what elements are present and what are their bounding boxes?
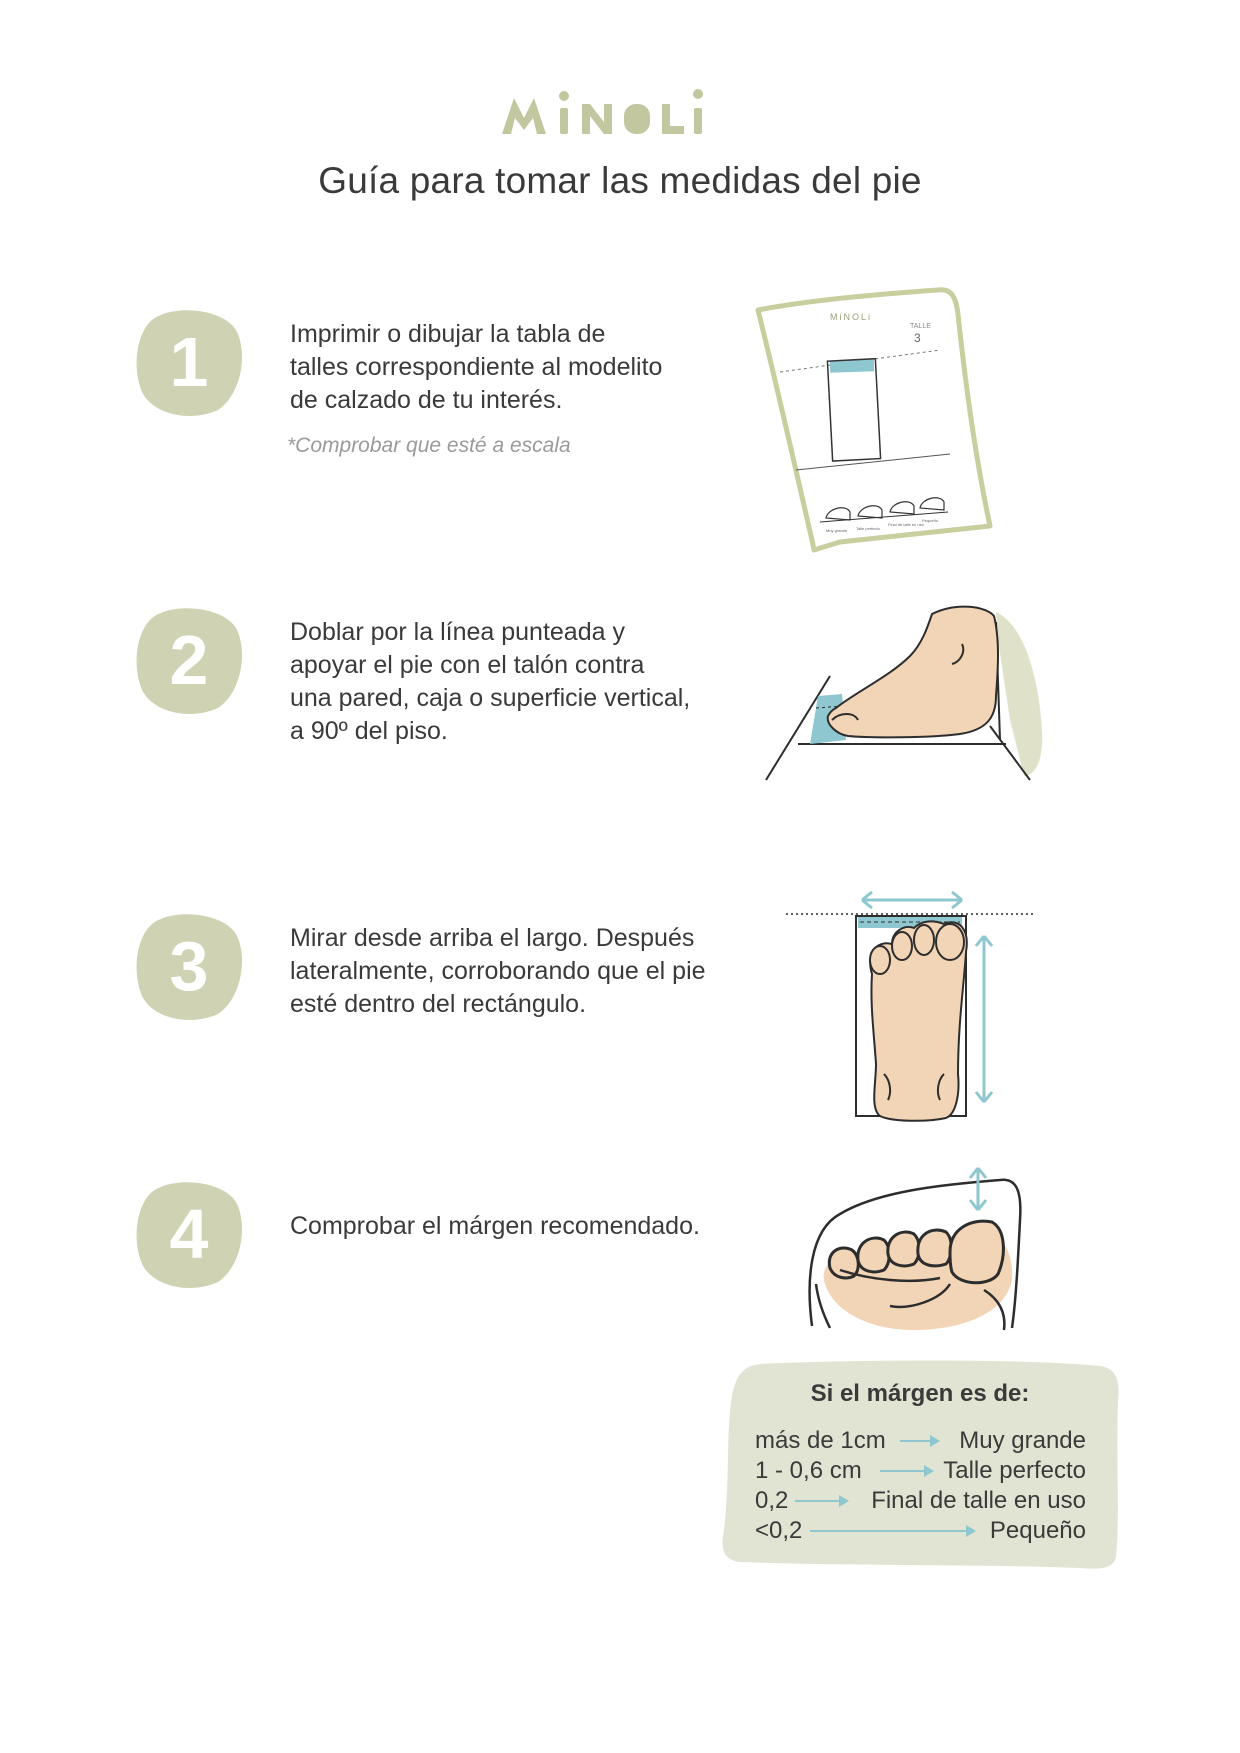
arrow-right-icon — [900, 1433, 942, 1449]
step-2-text: Doblar por la línea punteada y apoyar el pie con el talón contra una pared, caja o superficie vertical, a 90º del piso. — [290, 618, 691, 745]
toe-margin-illustration — [800, 1160, 1040, 1340]
sheet-size-label: TALLE — [910, 323, 931, 330]
minoli-logo — [500, 84, 706, 140]
side-foot-wall-illustration — [760, 600, 1060, 800]
sheet-icon-label-2: Talle perfecto — [856, 526, 880, 531]
margin-row — [750, 1517, 1086, 1547]
margin-row-range: más de 1cm — [755, 1427, 886, 1454]
step-3-number: 3 — [169, 927, 209, 1005]
step-1-number: 1 — [169, 323, 209, 401]
step-2-badge — [134, 604, 244, 716]
margin-row — [750, 1427, 1086, 1457]
step-1-note: *Comprobar que esté a escala — [287, 434, 571, 457]
arrow-right-icon — [880, 1463, 936, 1479]
margin-row-range: <0,2 — [755, 1517, 803, 1544]
step-3-text: Mirar desde arriba el largo. Después lateralmente, corroborando que el pie esté dentro del rectángulo. — [290, 924, 706, 1018]
margin-row-result: Pequeño — [989, 1517, 1086, 1544]
step-1-text: Imprimir o dibujar la tabla de talles correspondiente al modelito de calzado de tu interés. — [290, 320, 663, 414]
margin-row-result: Talle perfecto — [943, 1457, 1086, 1484]
sheet-icon-label-1: Muy grande — [826, 528, 848, 533]
margin-row — [750, 1487, 1086, 1517]
margin-row — [750, 1457, 1086, 1487]
margin-row-result: Final de talle en uso — [871, 1487, 1086, 1514]
arrow-right-icon — [810, 1523, 978, 1539]
step-1-badge — [134, 306, 244, 418]
page-title: Guía para tomar las medidas del pie — [318, 160, 922, 201]
sheet-icon-label-3: Final de talle en uso — [888, 522, 924, 527]
sheet-logo: MiNOLi — [830, 312, 873, 322]
size-chart-sheet-illustration — [740, 280, 1000, 560]
margin-row-result: Muy grande — [959, 1427, 1086, 1454]
step-4-badge — [134, 1178, 244, 1290]
step-4-text: Comprobar el márgen recomendado. — [290, 1212, 700, 1240]
arrow-right-icon — [795, 1493, 851, 1509]
sheet-icon-label-4: Pequeño — [922, 518, 939, 523]
margin-guide-title: Si el márgen es de: — [810, 1380, 1030, 1407]
step-3-badge — [134, 910, 244, 1022]
sheet-size-value: 3 — [914, 331, 921, 345]
top-view-foot-illustration — [780, 884, 1050, 1144]
step-4-number: 4 — [169, 1195, 209, 1273]
margin-row-range: 1 - 0,6 cm — [755, 1457, 862, 1484]
margin-row-range: 0,2 — [755, 1487, 789, 1514]
step-2-number: 2 — [169, 621, 209, 699]
